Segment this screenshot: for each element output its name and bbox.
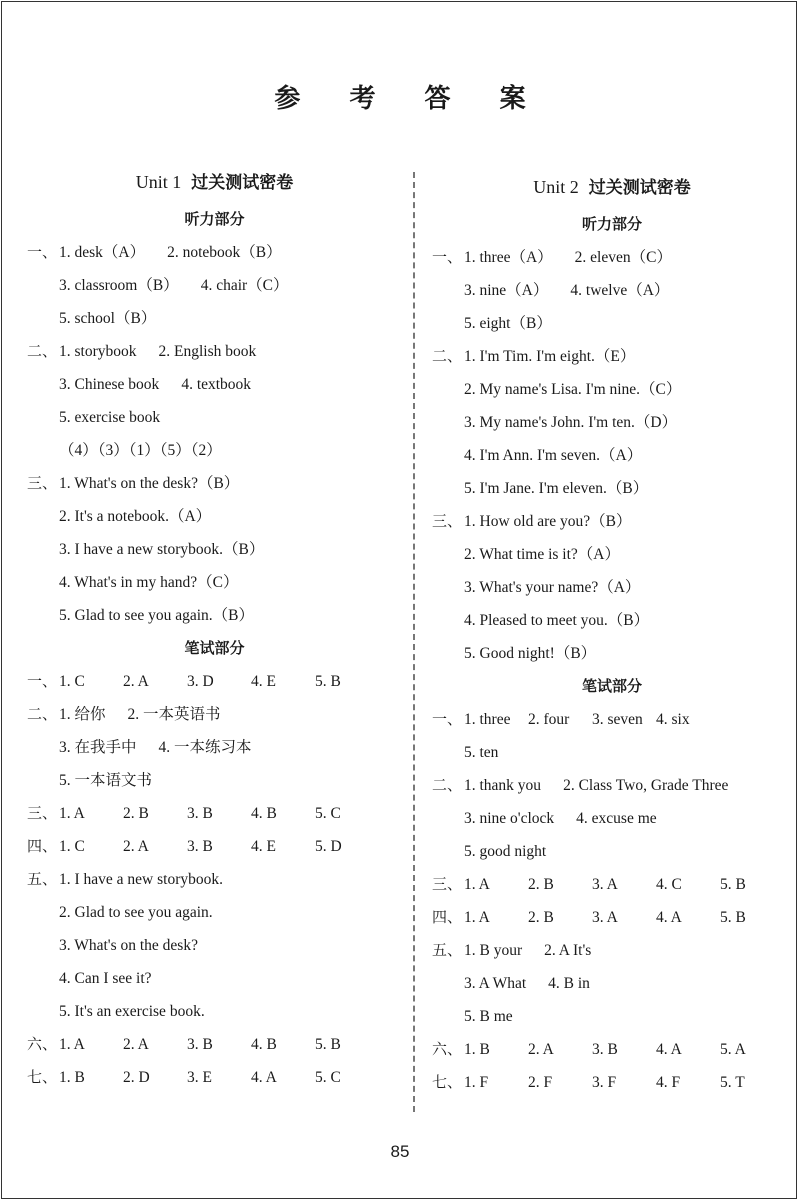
answer-item: 4. F (656, 1074, 681, 1091)
answer-item: 2. A (123, 673, 149, 690)
answer-item: 3. classroom（B） (59, 277, 179, 294)
answer-item: 5. A (720, 1041, 746, 1058)
answer-item: 2. B (528, 876, 554, 893)
answer-item: 5. exercise book (59, 409, 161, 426)
answer-item: 1. What's on the desk?（B） (59, 475, 240, 492)
answer-item: 5. B (315, 1036, 341, 1053)
question-group-marker: 三、 (27, 474, 58, 492)
question-group-marker: 五、 (432, 941, 463, 959)
answer-item: 3. B (187, 805, 213, 822)
answer-line (27, 698, 402, 731)
answer-line (27, 764, 402, 797)
question-group-marker: 三、 (27, 804, 58, 822)
answer-line (432, 307, 792, 340)
answer-line (432, 901, 792, 934)
answer-item: 2. four (528, 711, 570, 728)
answer-item: 4. A (251, 1069, 277, 1086)
answer-line (432, 571, 792, 604)
answer-item: 1. three (464, 711, 511, 728)
answer-item: 1. How old are you?（B） (464, 513, 632, 530)
question-group-marker: 一、 (27, 243, 58, 261)
answer-item: 2. Class Two, Grade Three (563, 777, 729, 794)
answer-line (432, 1066, 792, 1099)
question-group-marker: 四、 (27, 837, 58, 855)
answer-item: 4. twelve（A） (570, 282, 670, 299)
answer-item: 4. 一本练习本 (158, 739, 252, 756)
answer-line (432, 736, 792, 769)
answer-line (432, 1000, 792, 1033)
answer-item: 1. storybook (59, 343, 137, 360)
question-group-marker: 六、 (27, 1035, 58, 1053)
left-column (27, 167, 402, 1094)
answer-item: 1. A (464, 909, 490, 926)
answer-item: 3. 在我手中 (59, 739, 137, 756)
answer-item: 3. F (592, 1074, 617, 1091)
answer-item: 1. three（A） (464, 249, 553, 266)
answer-item: 2. B (123, 805, 149, 822)
listening-answers (27, 236, 402, 632)
answer-item: 3. A (592, 909, 618, 926)
answer-item: 3. What's on the desk? (59, 937, 198, 954)
page-number: 85 (390, 1142, 410, 1161)
unit-title: 过关测试密卷 (191, 173, 294, 193)
answer-item: 1. B your (464, 942, 523, 959)
answer-item: 5. good night (464, 843, 547, 860)
answer-item: 5. B me (464, 1008, 513, 1025)
question-group-marker: 二、 (27, 705, 58, 723)
answer-line (27, 236, 402, 269)
answer-line (432, 769, 792, 802)
question-group-marker: 四、 (432, 908, 463, 926)
answer-item: 2. Glad to see you again. (59, 904, 213, 921)
answer-item: 5. C (315, 1069, 341, 1086)
answer-item: 4. B in (548, 975, 590, 992)
answer-line (432, 373, 792, 406)
answer-line (27, 1028, 402, 1061)
answer-item: 1. B (464, 1041, 490, 1058)
question-group-marker: 七、 (432, 1073, 463, 1091)
answer-item: 4. I'm Ann. I'm seven.（A） (464, 447, 643, 464)
question-group-marker: 五、 (27, 870, 58, 888)
answer-line (27, 533, 402, 566)
answer-item: 5. 一本语文书 (59, 772, 153, 789)
answer-item: 3. A What (464, 975, 527, 992)
question-group-marker: 一、 (432, 710, 463, 728)
answer-item: 5. It's an exercise book. (59, 1003, 205, 1020)
answer-line (432, 340, 792, 373)
answer-item: 2. A (123, 838, 149, 855)
answer-item: 1. A (59, 1036, 85, 1053)
answer-item: 2. A (123, 1036, 149, 1053)
answer-line (27, 665, 402, 698)
answer-item: 5. B (720, 909, 746, 926)
answer-item: 3. I have a new storybook.（B） (59, 541, 265, 558)
unit-number: Unit 1 (135, 172, 182, 192)
answer-line (27, 434, 402, 467)
answer-item: 4. B (251, 1036, 277, 1053)
answer-line (27, 401, 402, 434)
listening-section-title: 听力部分 (184, 210, 245, 228)
answer-line (27, 863, 402, 896)
answer-item: 4. A (656, 1041, 682, 1058)
answer-line (27, 797, 402, 830)
answer-item: 2. It's a notebook.（A） (59, 508, 212, 525)
answer-item: 3. B (187, 838, 213, 855)
answer-line (432, 274, 792, 307)
answer-item: 4. Pleased to meet you.（B） (464, 612, 650, 629)
answer-line (432, 472, 792, 505)
answer-item: （4）（3）（1）（5）（2） (59, 442, 222, 459)
answer-item: 2. B (528, 909, 554, 926)
answer-item: 1. 给你 (59, 706, 106, 723)
answer-line (432, 868, 792, 901)
answer-item: 2. F (528, 1074, 553, 1091)
answer-item: 3. A (592, 876, 618, 893)
answer-line (27, 368, 402, 401)
answer-item: 3. Chinese book (59, 376, 160, 393)
question-group-marker: 二、 (27, 342, 58, 360)
answer-item: 3. nine o'clock (464, 810, 555, 827)
answer-line (27, 995, 402, 1028)
answer-line (27, 335, 402, 368)
answer-item: 4. A (656, 909, 682, 926)
question-group-marker: 七、 (27, 1068, 58, 1086)
question-group-marker: 三、 (432, 512, 463, 530)
answer-line (432, 637, 792, 670)
answer-item: 5. D (315, 838, 342, 855)
answer-item: 2. What time is it?（A） (464, 546, 620, 563)
page-title: 参 考 答 案 (274, 84, 546, 114)
answer-item: 4. chair（C） (200, 277, 289, 294)
answer-item: 5. eight（B） (464, 315, 552, 332)
answer-item: 4. C (656, 876, 682, 893)
column-divider (413, 172, 415, 1112)
unit-heading (27, 167, 402, 203)
answer-item: 3. E (187, 1069, 212, 1086)
answer-line (432, 604, 792, 637)
answer-item: 2. 一本英语书 (127, 706, 221, 723)
answer-line (27, 830, 402, 863)
answer-item: 2. D (123, 1069, 150, 1086)
question-group-marker: 六、 (432, 1040, 463, 1058)
answer-item: 3. B (187, 1036, 213, 1053)
answer-item: 5. Glad to see you again.（B） (59, 607, 255, 624)
answer-item: 1. thank you (464, 777, 542, 794)
answer-item: 4. E (251, 673, 276, 690)
listening-section-title: 听力部分 (581, 215, 642, 233)
answer-line (432, 241, 792, 274)
answer-item: 3. My name's John. I'm ten.（D） (464, 414, 678, 431)
question-group-marker: 二、 (432, 776, 463, 794)
answer-item: 4. Can I see it? (59, 970, 152, 987)
answer-line (432, 802, 792, 835)
answer-item: 5. Good night!（B） (464, 645, 597, 662)
answer-item: 4. textbook (181, 376, 252, 393)
answer-item: 1. I have a new storybook. (59, 871, 223, 888)
answer-item: 4. What's in my hand?（C） (59, 574, 239, 591)
answer-item: 3. D (187, 673, 214, 690)
answer-item: 2. notebook（B） (167, 244, 282, 261)
answer-line (27, 302, 402, 335)
unit-heading (432, 172, 792, 208)
answer-item: 5. I'm Jane. I'm eleven.（B） (464, 480, 649, 497)
question-group-marker: 二、 (432, 347, 463, 365)
answer-item: 4. excuse me (576, 810, 657, 827)
answer-line (432, 967, 792, 1000)
answer-item: 2. English book (158, 343, 257, 360)
answer-line (27, 467, 402, 500)
answer-line (27, 599, 402, 632)
answer-item: 1. A (59, 805, 85, 822)
answer-line (27, 929, 402, 962)
question-group-marker: 一、 (27, 672, 58, 690)
answer-item: 3. What's your name?（A） (464, 579, 641, 596)
answer-item: 1. A (464, 876, 490, 893)
answer-item: 5. B (315, 673, 341, 690)
answer-line (432, 406, 792, 439)
writing-answers (27, 665, 402, 1094)
answer-item: 1. C (59, 673, 85, 690)
answer-item: 1. I'm Tim. I'm eight.（E） (464, 348, 636, 365)
answer-line (432, 1033, 792, 1066)
answer-item: 2. A It's (544, 942, 592, 959)
answer-item: 2. eleven（C） (574, 249, 672, 266)
answer-item: 5. B (720, 876, 746, 893)
writing-answers (432, 703, 792, 1099)
answer-item: 4. E (251, 838, 276, 855)
answer-item: 1. C (59, 838, 85, 855)
question-group-marker: 三、 (432, 875, 463, 893)
answer-item: 5. school（B） (59, 310, 157, 327)
question-group-marker: 一、 (432, 248, 463, 266)
answer-line (27, 500, 402, 533)
answer-item: 5. ten (464, 744, 499, 761)
answer-line (27, 731, 402, 764)
answer-item: 5. T (720, 1074, 745, 1091)
writing-section-title: 笔试部分 (184, 639, 245, 657)
answer-item: 1. desk（A） (59, 244, 146, 261)
answer-line (27, 896, 402, 929)
answer-item: 4. B (251, 805, 277, 822)
answer-line (27, 962, 402, 995)
answer-item: 3. B (592, 1041, 618, 1058)
answer-line (432, 835, 792, 868)
answer-line (27, 269, 402, 302)
answer-line (432, 538, 792, 571)
writing-section-title: 笔试部分 (581, 677, 642, 695)
answer-line (432, 505, 792, 538)
answer-item: 5. C (315, 805, 341, 822)
answer-item: 3. seven (592, 711, 643, 728)
right-column (432, 172, 792, 1099)
answer-item: 3. nine（A） (464, 282, 549, 299)
answer-item: 2. A (528, 1041, 554, 1058)
unit-title: 过关测试密卷 (588, 178, 691, 198)
answer-item: 2. My name's Lisa. I'm nine.（C） (464, 381, 682, 398)
answer-line (27, 1061, 402, 1094)
answer-line (432, 439, 792, 472)
unit-number: Unit 2 (533, 177, 579, 197)
answer-item: 1. B (59, 1069, 85, 1086)
answer-item: 4. six (656, 711, 690, 728)
answer-line (432, 934, 792, 967)
answer-item: 1. F (464, 1074, 489, 1091)
answer-line (432, 703, 792, 736)
listening-answers (432, 241, 792, 670)
answer-line (27, 566, 402, 599)
